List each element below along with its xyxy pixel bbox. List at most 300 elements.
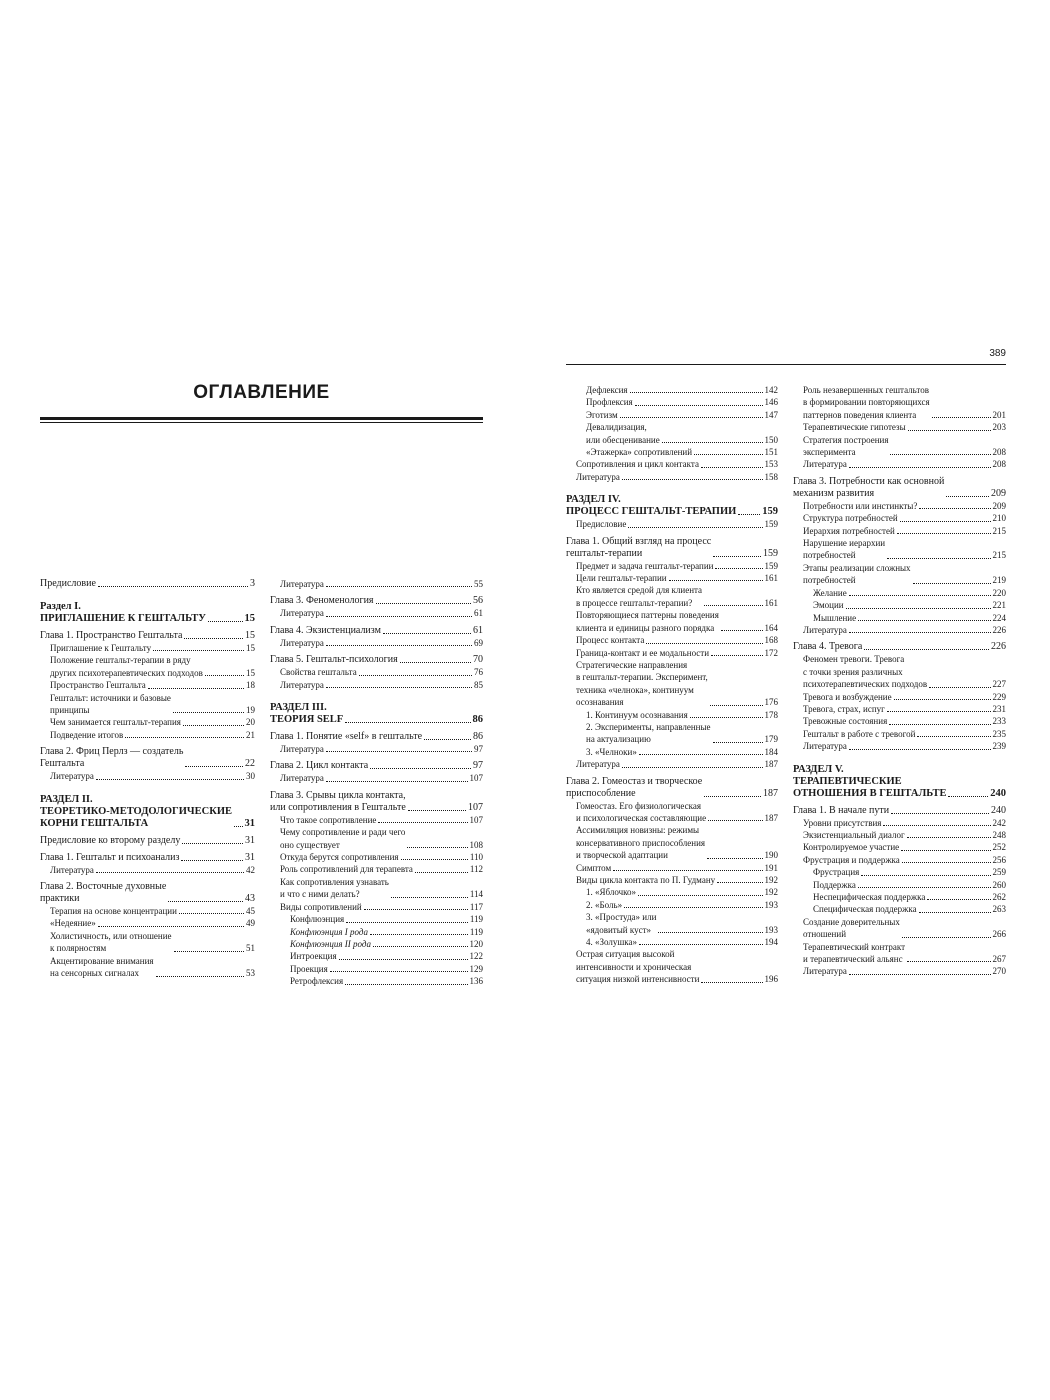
toc-entry-title: Глава 1. Общий взгляд на процесс гештальт-терапии	[566, 535, 712, 559]
toc-entry-title: Литература	[50, 864, 94, 875]
toc-entry	[566, 911, 778, 936]
toc-entry-page: 150	[764, 434, 778, 445]
toc-entry-title: Виды сопротивлений	[280, 901, 362, 912]
dot-leader	[364, 909, 468, 910]
toc-entry-page: 107	[469, 814, 483, 825]
toc-entry-page: 15	[246, 667, 255, 678]
dot-leader	[715, 568, 762, 569]
dot-leader	[929, 687, 990, 688]
toc-entry-title: Фрустрация	[813, 867, 860, 878]
dot-leader	[902, 937, 991, 938]
toc-entry-page: 215	[992, 525, 1006, 536]
toc-entry-title: Потребности или инстинкты?	[803, 500, 918, 511]
dot-leader	[635, 405, 763, 406]
toc-entry-title: «Этажерка» сопротивлений	[586, 447, 693, 458]
toc-entry-page: 112	[469, 864, 483, 875]
dot-leader	[864, 649, 989, 650]
toc-entry	[270, 679, 483, 691]
toc-entry	[793, 421, 1006, 433]
dot-leader	[205, 675, 244, 676]
dot-leader	[346, 922, 468, 923]
dot-leader	[400, 662, 471, 663]
toc-entry-title: 2. Эксперименты, направленные на актуализацию	[586, 721, 711, 745]
toc-entry-page: 86	[473, 731, 483, 743]
toc-entry-page: 208	[992, 447, 1006, 458]
toc-entry	[40, 716, 255, 728]
toc-entry	[40, 746, 255, 770]
toc-entry	[793, 500, 1006, 512]
toc-entry-page: 192	[764, 875, 778, 885]
toc-entry-page: 97	[474, 744, 483, 755]
toc-entry-title: Интроекция	[290, 951, 337, 962]
toc-entry	[793, 854, 1006, 866]
toc-entry-page: 147	[764, 409, 778, 420]
toc-entry-page: 210	[992, 513, 1006, 524]
toc-entry	[566, 647, 778, 659]
dot-leader	[858, 887, 991, 888]
dot-leader	[713, 742, 763, 743]
toc-entry-page: 260	[992, 879, 1006, 890]
dot-leader	[646, 643, 762, 644]
toc-entry-title: Экзистенциальный диалог	[803, 829, 905, 840]
toc-column-1	[40, 578, 255, 980]
toc-entry-title: Девалидизация, или обесценивание	[586, 422, 660, 445]
dot-leader	[401, 859, 468, 860]
toc-entry-title: Глава 5. Гештальт-психология	[270, 654, 398, 666]
toc-entry	[270, 913, 483, 925]
toc-entry-page: 61	[474, 608, 483, 619]
toc-entry-page: 107	[469, 773, 483, 784]
toc-entry-title: Раздел I. ПРИГЛАШЕНИЕ К ГЕШТАЛЬТУ	[40, 601, 206, 624]
dot-leader	[889, 724, 990, 725]
toc-entry-page: 43	[245, 893, 255, 905]
toc-entry-title: Структура потребностей	[803, 513, 898, 524]
dot-leader	[721, 630, 763, 631]
toc-entry-title: 2. «Боль»	[586, 899, 623, 910]
dot-leader	[98, 586, 248, 587]
toc-entry-title: Глава 1. Гештальт и психоанализ	[40, 851, 180, 863]
title-rule	[40, 417, 483, 420]
toc-entry-page: 142	[764, 385, 778, 395]
dot-leader	[704, 796, 761, 797]
toc-entry	[566, 572, 778, 584]
dot-leader	[946, 496, 989, 497]
dot-leader	[173, 712, 244, 713]
toc-entry	[793, 599, 1006, 611]
toc-entry-title: Роль незавершенных гештальтов в формировании повторяющихся паттернов поведения клиента	[803, 385, 930, 420]
dot-leader	[345, 984, 467, 985]
toc-entry-page: 208	[992, 459, 1006, 470]
toc-entry	[566, 560, 778, 572]
dot-leader	[326, 781, 468, 782]
dot-leader	[96, 779, 244, 780]
dot-leader	[326, 687, 472, 688]
toc-entry	[793, 703, 1006, 715]
toc-entry-page: 15	[246, 643, 255, 653]
toc-entry	[566, 536, 778, 560]
toc-entry-page: 110	[469, 852, 483, 863]
dot-leader	[630, 392, 763, 393]
toc-entry	[270, 637, 483, 649]
dot-leader	[326, 616, 472, 617]
toc-entry-title: Конфлюэнция II рода	[290, 938, 371, 949]
toc-entry-page: 45	[246, 906, 255, 917]
toc-entry-title: Сопротивления и цикл контакта	[576, 459, 699, 470]
toc-entry-page: 196	[764, 974, 778, 985]
toc-entry-page: 159	[762, 506, 778, 518]
dot-leader	[907, 961, 990, 962]
toc-entry	[270, 743, 483, 755]
toc-entry-title: Глава 4. Экзистенциализм	[270, 624, 381, 636]
toc-entry	[270, 625, 483, 637]
toc-entry-page: 161	[764, 597, 778, 608]
toc-entry	[40, 905, 255, 917]
toc-entry-page: 256	[992, 854, 1006, 865]
toc-entry-title: Иерархия потребностей	[803, 525, 895, 536]
toc-entry-page: 227	[992, 679, 1006, 690]
page-number: 389	[989, 348, 1006, 359]
dot-leader	[887, 711, 991, 712]
toc-entry	[40, 770, 255, 782]
title-rule-thin	[40, 422, 483, 423]
toc-entry-page: 53	[246, 968, 255, 979]
toc-entry-page: 235	[992, 728, 1006, 739]
dot-leader	[887, 558, 990, 559]
dot-leader	[917, 736, 990, 737]
toc-entry-page: 120	[469, 938, 483, 949]
toc-entry-page: 61	[473, 624, 483, 636]
toc-entry-title: Феномен тревоги. Тревога с точки зрения различных психотерапевтических подходов	[803, 654, 928, 690]
dot-leader	[658, 932, 762, 933]
toc-entry	[566, 721, 778, 746]
dot-leader	[628, 527, 762, 528]
toc-entry	[270, 975, 483, 987]
toc-entry	[270, 595, 483, 607]
dot-leader	[849, 467, 991, 468]
toc-entry-page: 179	[764, 734, 778, 745]
dot-leader	[622, 479, 763, 480]
dot-leader	[376, 603, 471, 604]
toc-entry-title: Виды цикла контакта по П. Гудману	[576, 875, 716, 885]
toc-entry	[793, 805, 1006, 817]
toc-entry	[793, 916, 1006, 941]
toc-entry-page: 108	[469, 839, 483, 850]
toc-entry	[270, 851, 483, 863]
toc-entry-page: 178	[764, 709, 778, 720]
toc-entry	[566, 458, 778, 470]
dot-leader	[932, 417, 991, 418]
toc-entry	[566, 824, 778, 861]
toc-entry-title: Литература	[50, 771, 94, 782]
dot-leader	[701, 982, 762, 983]
toc-entry-page: 20	[246, 717, 255, 728]
toc-entry-title: Глава 2. Восточные духовные практики	[40, 881, 167, 905]
dot-leader	[408, 810, 466, 811]
dot-leader	[948, 796, 988, 797]
dot-leader	[613, 870, 762, 871]
toc-entry-page: 19	[246, 705, 255, 716]
toc-entry-title: Конфлюэнция	[290, 914, 345, 925]
toc-entry	[270, 772, 483, 784]
toc-entry-title: Литература	[803, 459, 847, 470]
toc-entry	[793, 624, 1006, 636]
toc-entry-title: Гештальт: источники и базовые принципы	[50, 692, 171, 716]
toc-entry	[40, 729, 255, 741]
toc-entry	[40, 835, 255, 847]
dot-leader	[669, 580, 763, 581]
toc-entry-title: Откуда берутся сопротивления	[280, 852, 399, 863]
toc-entry-title: Гомеостаз. Его физиологическая и психологическая составляющие	[576, 800, 707, 823]
toc-entry-title: 3. «Челноки»	[586, 746, 637, 757]
toc-entry-title: Ассимиляция новизны: режимы консервативного приспособления и творческой адаптации	[576, 825, 706, 861]
toc-entry	[793, 941, 1006, 966]
toc-entry	[793, 891, 1006, 903]
toc-entry-page: 153	[764, 459, 778, 470]
toc-entry-title: Глава 4. Тревога	[793, 641, 863, 653]
dot-leader	[717, 882, 762, 883]
toc-entry-page: 239	[992, 741, 1006, 752]
toc-entry-title: Острая ситуация высокой интенсивности и хроническая ситуация низкой интенсивности	[576, 949, 700, 985]
toc-entry	[793, 965, 1006, 977]
toc-entry	[270, 876, 483, 901]
toc-entry-title: Желание	[813, 587, 847, 598]
dot-leader	[890, 454, 990, 455]
toc-entry-page: 3	[250, 578, 255, 589]
dot-leader	[908, 430, 991, 431]
toc-entry	[270, 938, 483, 950]
toc-entry-title: Уровни присутствия	[803, 817, 882, 828]
dot-leader	[208, 621, 243, 622]
dot-leader	[704, 605, 762, 606]
toc-entry-page: 201	[992, 409, 1006, 420]
toc-entry-page: 184	[764, 746, 778, 757]
dot-leader	[624, 907, 762, 908]
toc-entry	[793, 764, 1006, 800]
toc-entry	[566, 948, 778, 985]
dot-leader	[849, 974, 991, 975]
toc-entry-page: 270	[992, 966, 1006, 977]
toc-entry-page: 49	[246, 918, 255, 929]
toc-entry-page: 119	[469, 914, 483, 925]
dot-leader	[391, 897, 468, 898]
dot-leader	[858, 620, 990, 621]
dot-leader	[701, 467, 763, 468]
toc-entry-page: 242	[992, 817, 1006, 828]
toc-entry	[793, 641, 1006, 653]
toc-entry	[270, 926, 483, 938]
dot-leader	[694, 454, 762, 455]
toc-entry-title: Чему сопротивление и ради чего оно существует	[280, 827, 406, 850]
toc-entry	[40, 630, 255, 642]
toc-entry-page: 193	[764, 899, 778, 910]
toc-entry	[566, 800, 778, 825]
toc-entry-page: 176	[764, 697, 778, 708]
toc-entry-page: 117	[469, 901, 483, 912]
toc-entry-page: 158	[764, 471, 778, 482]
toc-entry	[566, 584, 778, 609]
toc-entry	[566, 384, 778, 396]
toc-entry	[566, 862, 778, 874]
toc-entry-title: Литература	[280, 608, 324, 619]
toc-entry-page: 136	[469, 976, 483, 987]
dot-leader	[370, 768, 471, 769]
dot-leader	[125, 737, 244, 738]
toc-entry	[793, 841, 1006, 853]
dot-leader	[378, 822, 467, 823]
toc-entry	[793, 879, 1006, 891]
dot-leader	[639, 754, 763, 755]
toc-entry-title: Создание доверительных отношений	[803, 916, 900, 940]
dot-leader	[339, 959, 468, 960]
toc-entry-title: РАЗДЕЛ II. ТЕОРЕТИКО-МЕТОДОЛОГИЧЕСКИЕ КОРНИ ГЕШТАЛЬТА	[40, 793, 232, 829]
toc-entry-title: 3. «Простуда» или «ядовитый куст»	[586, 912, 657, 935]
toc-entry-title: Повторяющиеся паттерны поведения клиента и единицы разного порядка	[576, 610, 719, 633]
toc-entry	[793, 691, 1006, 703]
toc-entry-title: Поддержка	[813, 879, 856, 890]
toc-entry	[793, 653, 1006, 690]
toc-entry-title: Пространство Гештальта	[50, 680, 146, 691]
toc-entry	[40, 852, 255, 864]
toc-entry-page: 86	[472, 714, 483, 726]
toc-entry-title: Терапевтические гипотезы	[803, 422, 906, 433]
toc-entry-page: 107	[468, 801, 483, 813]
toc-entry-page: 129	[469, 963, 483, 974]
toc-entry-page: 85	[474, 679, 483, 690]
dot-leader	[181, 860, 243, 861]
dot-leader	[98, 926, 244, 927]
header-rule	[566, 364, 1006, 365]
toc-entry	[270, 950, 483, 962]
toc-entry-title: Цели гештальт-терапии	[576, 573, 667, 584]
toc-entry-title: Глава 3. Срывы цикла контакта, или сопротивления в Гештальте	[270, 789, 406, 813]
toc-entry-title: Литература	[803, 966, 847, 977]
toc-entry-title: Мышление	[813, 612, 857, 623]
toc-entry-page: 209	[992, 500, 1006, 511]
toc-entry	[566, 446, 778, 458]
toc-entry-title: Акцентирование внимания на сенсорных сигналах	[50, 955, 154, 979]
toc-entry-title: Предисловие ко второму разделу	[40, 834, 181, 846]
toc-entry-page: 164	[764, 622, 778, 633]
toc-entry	[566, 758, 778, 770]
toc-entry-title: Тревожные состояния	[803, 716, 888, 727]
toc-entry-title: Ретрофлексия	[290, 976, 344, 987]
toc-entry	[566, 518, 778, 530]
toc-entry-title: Глава 2. Гомеостаз и творческое приспособление	[566, 775, 703, 799]
toc-entry	[270, 607, 483, 619]
toc-entry	[566, 409, 778, 421]
toc-entry	[270, 578, 483, 590]
dot-leader	[861, 875, 990, 876]
toc-entry-title: Глава 1. Пространство Гештальта	[40, 630, 183, 641]
toc-entry-title: Подведение итогов	[50, 729, 124, 740]
dot-leader	[415, 872, 468, 873]
toc-entry-title: Литература	[803, 624, 847, 635]
toc-entry-title: Холистичность, или отношение к полярностям	[50, 930, 172, 954]
toc-entry	[40, 930, 255, 955]
toc-entry	[793, 476, 1006, 500]
toc-entry-page: 266	[992, 929, 1006, 940]
dot-leader	[639, 944, 762, 945]
toc-entry-page: 187	[764, 759, 778, 770]
dot-leader	[326, 645, 472, 646]
toc-entry-title: Стратегические направления в гештальт-терапии. Эксперимент, техника «челнока», континуум осознавания	[576, 659, 708, 708]
toc-entry	[270, 790, 483, 814]
toc-entry-page: 248	[992, 829, 1006, 840]
dot-leader	[330, 971, 468, 972]
toc-entry	[793, 587, 1006, 599]
toc-column-2	[270, 578, 483, 988]
dot-leader	[900, 521, 991, 522]
toc-entry-page: 226	[992, 624, 1006, 635]
dot-leader	[373, 946, 468, 947]
toc-entry-title: 4. «Золушка»	[586, 937, 638, 948]
toc-entry	[40, 917, 255, 929]
toc-entry-page: 30	[246, 771, 255, 782]
toc-entry-title: Глава 1. В начале пути	[793, 804, 890, 816]
toc-entry-title: Дефлексия	[586, 385, 628, 395]
toc-entry	[793, 829, 1006, 841]
toc-entry-page: 267	[992, 954, 1006, 965]
toc-entry-page: 122	[469, 951, 483, 962]
toc-entry-page: 215	[992, 550, 1006, 561]
dot-leader	[156, 976, 244, 977]
toc-entry-title: Эготизм	[586, 409, 618, 420]
toc-entry-title: Литература	[803, 741, 847, 752]
toc-entry-page: 15	[245, 630, 255, 641]
toc-entry-page: 262	[992, 892, 1006, 902]
toc-entry-page: 263	[992, 904, 1006, 915]
toc-entry-title: Неспецифическая поддержка	[813, 892, 926, 902]
dot-leader	[326, 751, 472, 752]
toc-entry	[270, 963, 483, 975]
dot-leader	[183, 725, 244, 726]
dot-leader	[96, 872, 244, 873]
toc-entry	[566, 471, 778, 483]
toc-entry-page: 119	[469, 926, 483, 937]
toc-entry	[40, 578, 255, 590]
toc-entry-title: Процесс контакта	[576, 635, 645, 646]
toc-entry	[566, 746, 778, 758]
dot-leader	[662, 442, 763, 443]
toc-entry-page: 224	[992, 612, 1006, 623]
toc-entry	[40, 679, 255, 691]
toc-entry-title: РАЗДЕЛ IV. ПРОЦЕСС ГЕШТАЛЬТ-ТЕРАПИИ	[566, 494, 737, 518]
toc-entry	[270, 666, 483, 678]
toc-entry-title: Глава 2. Фриц Перлз — создатель Гештальта	[40, 746, 184, 770]
toc-entry-page: 194	[764, 937, 778, 948]
toc-entry-title: Фрустрация и поддержка	[803, 854, 900, 865]
dot-leader	[370, 934, 468, 935]
toc-entry	[793, 512, 1006, 524]
toc-entry-title: РАЗДЕЛ V. ТЕРАПЕВТИЧЕСКИЕ ОТНОШЕНИЯ В ГЕШТАЛЬТЕ	[793, 763, 947, 799]
toc-entry	[40, 601, 255, 625]
toc-entry-title: Предисловие	[40, 578, 96, 589]
dot-leader	[902, 862, 991, 863]
toc-entry-page: 21	[246, 729, 255, 740]
dot-leader	[690, 717, 763, 718]
toc-entry-page: 18	[246, 680, 255, 691]
toc-entry-title: Кто является средой для клиента в процессе гештальт-терапии?	[576, 585, 703, 608]
toc-entry	[566, 899, 778, 911]
dot-leader	[849, 749, 991, 750]
toc-entry	[566, 874, 778, 886]
toc-entry-page: 259	[992, 867, 1006, 878]
dot-leader	[738, 514, 760, 515]
toc-entry-page: 55	[474, 579, 483, 589]
toc-entry-title: Тревога, страх, испуг	[803, 703, 885, 714]
toc-entry-page: 31	[245, 851, 255, 863]
toc-entry-title: Литература	[280, 637, 324, 648]
